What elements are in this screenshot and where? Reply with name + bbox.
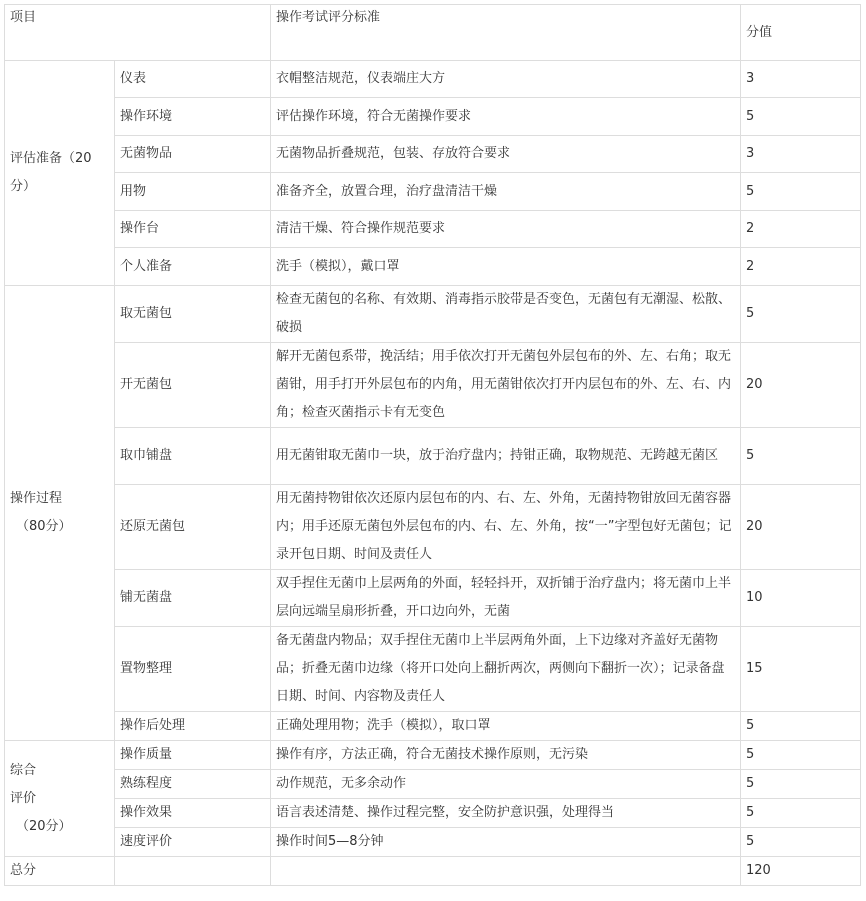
criteria-cell: 语言表述清楚、操作过程完整，安全防护意识强，处理得当 xyxy=(271,799,741,828)
item-cell: 置物整理 xyxy=(115,627,271,712)
criteria-cell: 准备齐全，放置合理，治疗盘清洁干燥 xyxy=(271,173,741,211)
header-score: 分值 xyxy=(741,5,861,61)
item-cell: 个人准备 xyxy=(115,248,271,286)
group-name-line: 分） xyxy=(10,179,37,194)
group-name-line: 评估准备（20 xyxy=(10,151,92,166)
score-cell: 2 xyxy=(741,211,861,248)
item-cell: 速度评价 xyxy=(115,828,271,857)
item-cell: 开无菌包 xyxy=(115,343,271,428)
criteria-cell: 洗手（模拟），戴口罩 xyxy=(271,248,741,286)
group-name-line: 综合 xyxy=(10,762,37,778)
table-row xyxy=(5,570,861,627)
score-cell: 2 xyxy=(741,248,861,286)
score-cell: 5 xyxy=(741,770,861,799)
group-name-line: （80分） xyxy=(16,519,72,534)
group-name-cell xyxy=(5,286,115,741)
score-cell: 20 xyxy=(741,343,861,428)
table-row xyxy=(5,828,861,857)
score-cell: 3 xyxy=(741,136,861,173)
criteria-cell: 操作有序，方法正确，符合无菌技术操作原则，无污染 xyxy=(271,741,741,770)
score-cell: 15 xyxy=(741,627,861,712)
scoring-table xyxy=(4,4,861,886)
item-cell: 还原无菌包 xyxy=(115,485,271,570)
item-cell: 操作后处理 xyxy=(115,712,271,741)
group-name-line: 操作过程 xyxy=(10,491,63,506)
score-cell: 5 xyxy=(741,286,861,343)
header-item: 项目 xyxy=(5,5,271,61)
table-row xyxy=(5,173,861,211)
score-cell: 20 xyxy=(741,485,861,570)
table-row xyxy=(5,286,861,343)
item-cell: 仪表 xyxy=(115,61,271,98)
header-criteria: 操作考试评分标准 xyxy=(271,5,741,61)
score-cell: 5 xyxy=(741,712,861,741)
table-row xyxy=(5,428,861,485)
item-cell: 操作质量 xyxy=(115,741,271,770)
score-cell: 5 xyxy=(741,828,861,857)
total-label-cell: 总分 xyxy=(5,857,115,886)
criteria-cell: 正确处理用物；洗手（模拟），取口罩 xyxy=(271,712,741,741)
table-row xyxy=(5,248,861,286)
table-row xyxy=(5,98,861,136)
item-cell: 用物 xyxy=(115,173,271,211)
score-cell: 3 xyxy=(741,61,861,98)
table-row xyxy=(5,627,861,712)
table-row xyxy=(5,799,861,828)
item-cell: 操作效果 xyxy=(115,799,271,828)
header-row xyxy=(5,5,861,61)
item-cell: 熟练程度 xyxy=(115,770,271,799)
criteria-cell: 用无菌持物钳依次还原内层包布的内、右、左、外角，无菌持物钳放回无菌容器内；用手还原无菌包外层包布的内、右、左、外角，按“一”字型包好无菌包；记录开包日期、时间及责任人 xyxy=(271,485,741,570)
score-cell: 5 xyxy=(741,428,861,485)
item-cell: 取巾铺盘 xyxy=(115,428,271,485)
criteria-cell: 检查无菌包的名称、有效期、消毒指示胶带是否变色，无菌包有无潮湿、松散、破损 xyxy=(271,286,741,343)
table-row xyxy=(5,485,861,570)
score-cell: 5 xyxy=(741,741,861,770)
empty-cell xyxy=(271,857,741,886)
item-cell: 无菌物品 xyxy=(115,136,271,173)
total-row xyxy=(5,857,861,886)
criteria-cell: 评估操作环境，符合无菌操作要求 xyxy=(271,98,741,136)
group-name-line: 评价 xyxy=(10,790,37,806)
table-row xyxy=(5,136,861,173)
criteria-cell: 备无菌盘内物品；双手捏住无菌巾上半层两角外面，上下边缘对齐盖好无菌物品；折叠无菌巾边缘（将开口处向上翻折两次，两侧向下翻折一次）；记录备盘日期、时间、内容物及责任人 xyxy=(271,627,741,712)
table-row xyxy=(5,712,861,741)
table-row xyxy=(5,770,861,799)
criteria-cell: 解开无菌包系带，挽活结；用手依次打开无菌包外层包布的外、左、右角；取无菌钳，用手打开外层包布的内角，用无菌钳依次打开内层包布的外、左、右、内角；检查灭菌指示卡有无变色 xyxy=(271,343,741,428)
item-cell: 操作环境 xyxy=(115,98,271,136)
table-row xyxy=(5,211,861,248)
criteria-cell: 无菌物品折叠规范，包装、存放符合要求 xyxy=(271,136,741,173)
criteria-cell: 用无菌钳取无菌巾一块，放于治疗盘内；持钳正确，取物规范、无跨越无菌区 xyxy=(271,428,741,485)
item-cell: 操作台 xyxy=(115,211,271,248)
item-cell: 取无菌包 xyxy=(115,286,271,343)
group-name-cell xyxy=(5,741,115,857)
score-cell: 5 xyxy=(741,98,861,136)
table-row xyxy=(5,741,861,770)
item-cell: 铺无菌盘 xyxy=(115,570,271,627)
total-score-cell: 120 xyxy=(741,857,861,886)
group-name-line: （20分） xyxy=(16,818,72,834)
empty-cell xyxy=(115,857,271,886)
criteria-cell: 动作规范，无多余动作 xyxy=(271,770,741,799)
criteria-cell: 清洁干燥、符合操作规范要求 xyxy=(271,211,741,248)
group-name-cell xyxy=(5,61,115,286)
score-cell: 10 xyxy=(741,570,861,627)
table-row xyxy=(5,61,861,98)
score-cell: 5 xyxy=(741,173,861,211)
criteria-cell: 操作时间5—8分钟 xyxy=(271,828,741,857)
criteria-cell: 双手捏住无菌巾上层两角的外面，轻轻抖开，双折铺于治疗盘内；将无菌巾上半层向远端呈扇形折叠，开口边向外，无菌 xyxy=(271,570,741,627)
table-row xyxy=(5,343,861,428)
score-cell: 5 xyxy=(741,799,861,828)
criteria-cell: 衣帽整洁规范，仪表端庄大方 xyxy=(271,61,741,98)
